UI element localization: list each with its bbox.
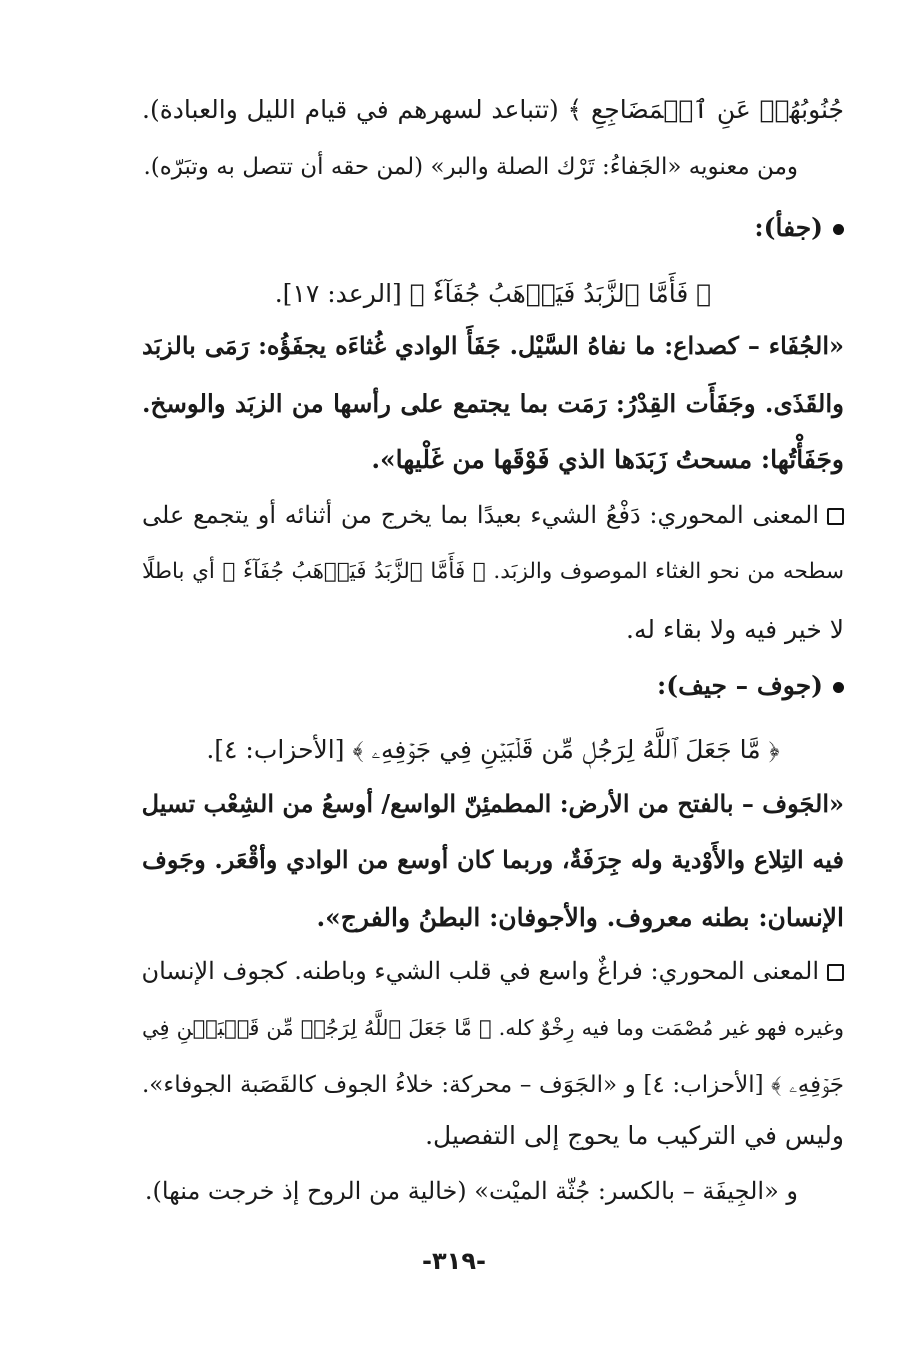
section-heading (142, 672, 844, 701)
quran-verse: ﴿ مَّا جَعَلَ ٱللَّهُ لِرَجُلٖ مِّن قَلۡبَيۡنِ فِي جَوۡفِهِۦ ﴾ [الأحزاب: ٤]. (206, 735, 780, 764)
text-line: و «الجِيفَة – بالكسر: جُثّة الميْت» (خالية من الروح إذ خرجت منها). (144, 1177, 798, 1205)
core-meaning-text: المعنى المحوري: دَفْعُ الشيء بعيدًا بما يخرج من أثنائه أو يتجمع على (142, 501, 819, 529)
text-line: والقَذَى. وجَفَأَت القِدْرُ: رَمَت بما يجتمع على رأسها من الزبَد والوسخ. (142, 389, 844, 418)
heading-text: (جفأ): (754, 213, 823, 242)
text-line: لا خير فيه ولا بقاء له. (626, 615, 844, 644)
text-line: سطحه من نحو الغثاء الموصوف والزبَد. ﴿ فَأَمَّا ٱلزَّبَدُ فَيَذۡهَبُ جُفَآءٗ ﴾ أي باطلًا (142, 559, 844, 584)
text-line: «الجُفَاء – كصداع: ما نفاهُ السَّيْل. جَفَأَ الوادي غُثاءَه يجفَؤُه: رَمَى بالزبَد (142, 331, 844, 360)
text-line: وجَفَأْتُها: مسحتُ زَبَدَها الذي فَوْقَها من غَلْيها». (371, 445, 844, 474)
text-line: ومن معنويه «الجَفاءُ: تَرْك الصلة والبر» (لمن حقه أن تتصل به وتبَرّه). (143, 154, 798, 180)
page-number: -٣١٩- (422, 1247, 486, 1275)
text-line: وغيره فهو غير مُصْمَت وما فيه رِخْوٌ كله. ﴿ مَّا جَعَلَ ٱللَّهُ لِرَجُلٖ مِّن قَلۡبَيۡنِ فِي (142, 1016, 844, 1040)
text-line: وليس في التركيب ما يحوج إلى التفصيل. (425, 1121, 844, 1150)
text-line: فيه التِلاع والأَوْدية وله جِرَفَةٌ، وربما كان أوسع من الوادي وأقْعَر. وجَوف (142, 845, 844, 874)
square-icon (827, 964, 844, 981)
text-line: الإنسان: بطنه معروف. والأجوفان: البطنُ والفرج». (316, 903, 844, 932)
square-icon (827, 508, 844, 525)
bullet-icon (833, 224, 844, 235)
core-meaning-text: المعنى المحوري: فراغٌ واسع في قلب الشيء وباطنه. كجوف الإنسان (141, 957, 819, 985)
bullet-icon (833, 682, 844, 693)
text-line (142, 958, 844, 986)
quran-verse: ﴿ فَأَمَّا ٱلزَّبَدُ فَيَذۡهَبُ جُفَآءٗ ﴾ [الرعد: ١٧]. (274, 279, 712, 308)
text-line: جُنُوبُهُمۡ عَنِ ٱلۡمَضَاجِعِ ﴾ (تتباعد لسهرهم في قيام الليل والعبادة). (142, 95, 844, 124)
section-heading (142, 214, 844, 243)
text-line: «الجَوف – بالفتح من الأرض: المطمئِنّ الواسع/ أوسعُ من الشِعْب تسيل (141, 789, 844, 818)
text-line: جَوۡفِهِۦ ﴾ [الأحزاب: ٤] و «الجَوَف – محركة: خلاءُ الجوف كالقَصَبة الجوفاء». (142, 1072, 844, 1098)
heading-text: (جوف – جيف): (657, 671, 823, 700)
text-line (142, 502, 844, 530)
